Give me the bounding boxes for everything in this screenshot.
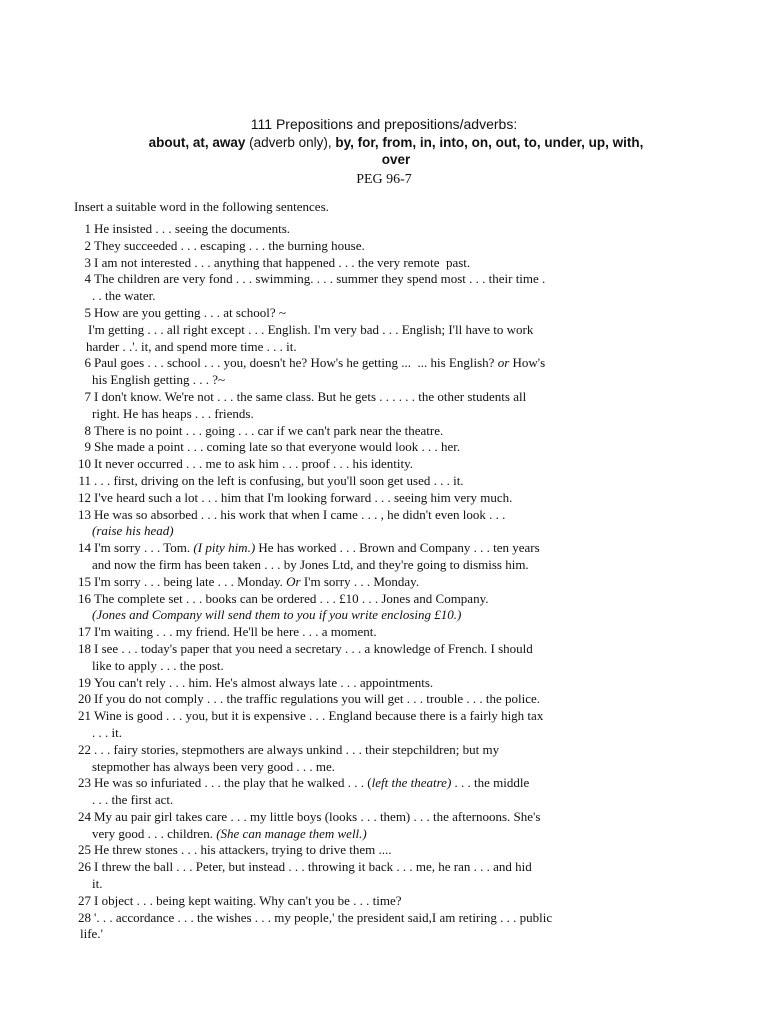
list-item: 17 I'm waiting . . . my friend. He'll be here . . . a moment. — [78, 624, 377, 640]
list-item-continuation: (raise his head) — [92, 523, 174, 539]
list-item: 3 I am not interested . . . anything that happened . . . the very remote past. — [84, 254, 471, 270]
list-item: 1 He insisted . . . seeing the documents. — [84, 221, 291, 236]
list-item: 26 I threw the ball . . . Peter, but instead . . . throwing it back . . . me, he ran . . . and hid — [78, 859, 532, 875]
list-item: 5 How are you getting . . . at school? ~ — [84, 304, 286, 320]
list-item-continuation: . . the water. — [92, 288, 156, 304]
list-item: 7 I don't know. We're not . . . the same class. But he gets . . . . . . the other students all — [84, 388, 527, 404]
list-item-continuation: it. — [92, 876, 103, 892]
list-item: 22 . . . fairy stories, stepmothers are always unkind . . . their stepchildren; but my — [78, 741, 500, 757]
list-item: 24 My au pair girl takes care . . . my little boys (looks . . . them) . . . the afternoons. She's — [78, 808, 541, 824]
list-item-continuation: harder . .'. it, and spend more time . . . it. — [86, 338, 297, 354]
instruction-text: Insert a suitable word in the following sentences. — [74, 199, 329, 214]
list-item: 15 I'm sorry . . . being late . . . Monday. Or I'm sorry . . . Monday. — [78, 573, 420, 589]
list-item: 14 I'm sorry . . . Tom. (I pity him.) He has worked . . . Brown and Company . . . ten years — [78, 540, 540, 556]
list-item-continuation: and now the firm has been taken . . . by Jones Ltd, and they're going to dismiss him. — [92, 556, 529, 572]
list-item: 8 There is no point . . . going . . . car if we can't park near the theatre. — [84, 422, 444, 438]
list-item-continuation: . . . it. — [92, 724, 122, 740]
list-item-continuation: life.' — [80, 926, 103, 942]
list-item-continuation: (Jones and Company will send them to you if you write enclosing £10.) — [92, 607, 462, 623]
list-item: 9 She made a point . . . coming late so that everyone would look . . . her. — [84, 439, 461, 455]
list-item: 4 The children are very fond . . . swimming. . . . summer they spend most . . . their time . — [84, 271, 546, 287]
list-item: 20 If you do not comply . . . the traffic regulations you will get . . . trouble . . . the police. — [78, 691, 540, 707]
preposition-list — [96, 134, 696, 168]
preposition-list-part3: over — [381, 152, 411, 167]
list-item-continuation: I'm getting . . . all right except . . . English. I'm very bad . . . English; I'll have to work — [88, 321, 534, 337]
preposition-list-note: (adverb only), — [245, 135, 336, 150]
list-item: 23 He was so infuriated . . . the play that he walked . . . (left the theatre) . . . the middle — [78, 775, 530, 791]
exercise-list — [74, 221, 654, 943]
list-item: 2 They succeeded . . . escaping . . . the burning house. — [84, 237, 365, 253]
list-item: 12 I've heard such a lot . . . him that I'm looking forward . . . seeing him very much. — [78, 489, 513, 505]
list-item: 21 Wine is good . . . you, but it is expensive . . . England because there is a fairly high tax — [78, 708, 544, 724]
list-item: 13 He was so absorbed . . . his work that when I came . . . , he didn't even look . . . — [78, 506, 506, 522]
preposition-list-part2: by, for, from, in, into, on, out, to, under, up, with, — [335, 135, 644, 150]
list-item: 19 You can't rely . . . him. He's almost always late . . . appointments. — [78, 674, 434, 690]
preposition-list-part1: about, at, away — [148, 135, 246, 150]
list-item-continuation: his English getting . . . ?~ — [92, 372, 226, 388]
list-item: 28 '. . . accordance . . . the wishes . . . my people,' the president said,I am retiring . . . public — [78, 909, 553, 925]
list-item: 18 I see . . . today's paper that you need a secretary . . . a knowledge of French. I should — [78, 640, 533, 656]
worksheet-title: 111 Prepositions and prepositions/adverbs: — [250, 116, 518, 132]
list-item: 16 The complete set . . . books can be ordered . . . £10 . . . Jones and Company. — [78, 590, 489, 606]
list-item-continuation: like to apply . . . the post. — [92, 657, 224, 673]
list-item-continuation: very good . . . children. (She can manage them well.) — [92, 825, 367, 841]
list-item-continuation: . . . the first act. — [92, 792, 174, 808]
reference-label: PEG 96-7 — [356, 172, 412, 187]
list-item: 10 It never occurred . . . me to ask him . . . proof . . . his identity. — [78, 456, 414, 472]
list-item-continuation: right. He has heaps . . . friends. — [92, 405, 254, 421]
list-item-continuation: stepmother has always been very good . . . me. — [92, 758, 335, 774]
list-item: 6 Paul goes . . . school . . . you, doesn't he? How's he getting ... ... his English? or How's — [84, 355, 546, 371]
list-item: 25 He threw stones . . . his attackers, trying to drive them .... — [78, 842, 392, 858]
list-item: 11 . . . first, driving on the left is confusing, but you'll soon get used . . . it. — [78, 472, 464, 488]
list-item: 27 I object . . . being kept waiting. Why can't you be . . . time? — [78, 892, 402, 908]
